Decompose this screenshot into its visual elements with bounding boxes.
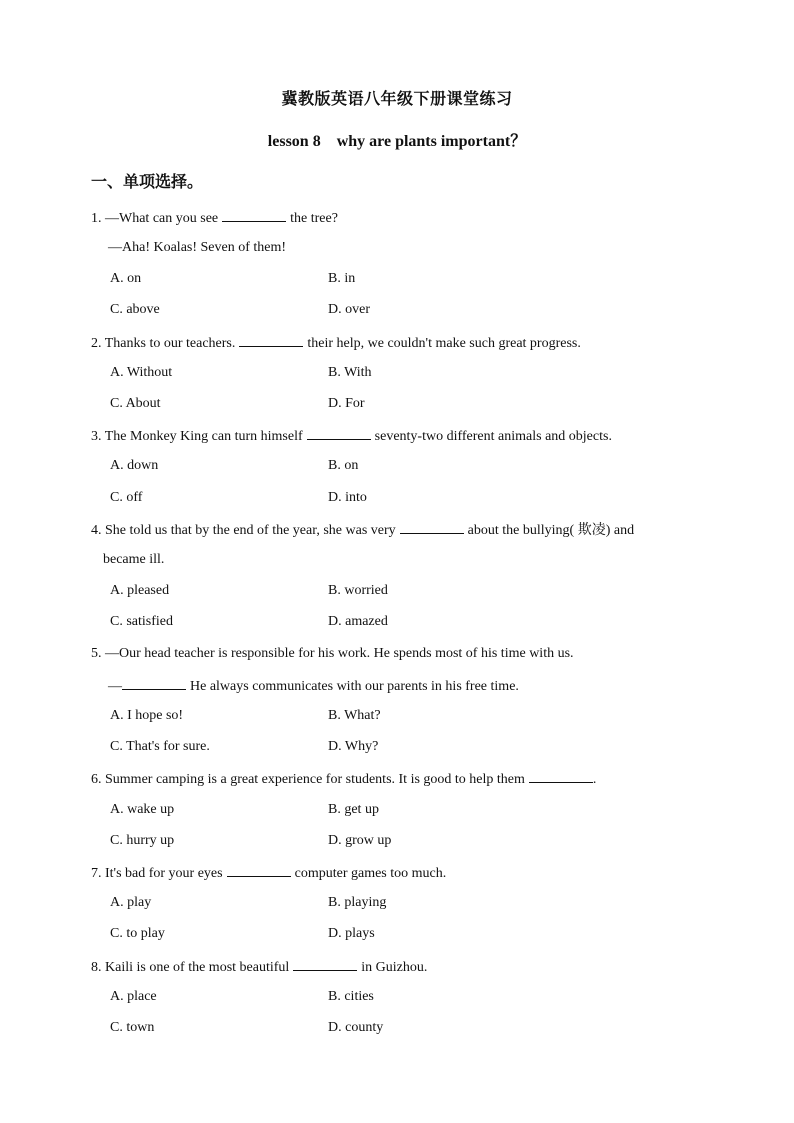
answer-blank: [222, 207, 286, 222]
question-1-stem: 1. —What can you see the tree?: [91, 207, 338, 229]
question-7-option-a: A. play: [110, 895, 152, 910]
question-5-option-b: B. What?: [328, 708, 381, 723]
question-7-option-b: B. playing: [328, 895, 387, 910]
question-8-option-d: D. county: [328, 1020, 384, 1035]
question-5-reply: — He always communicates with our parents in his free time.: [108, 675, 519, 697]
question-7-option-d: D. plays: [328, 926, 375, 941]
question-8-option-a: A. place: [110, 989, 157, 1004]
question-7-stem: 7. It's bad for your eyes computer games too much.: [91, 862, 446, 884]
question-3-option-d: D. into: [328, 490, 367, 505]
question-1-option-b: B. in: [328, 271, 356, 286]
lesson-subtitle: lesson 8 why are plants important？: [267, 133, 527, 150]
answer-blank: [307, 425, 371, 440]
question-4-stem-continued: became ill.: [103, 552, 165, 567]
page-title: 冀教版英语八年级下册课堂练习: [281, 89, 513, 108]
question-2-option-d: D. For: [328, 396, 365, 411]
question-1-option-a: A. on: [110, 271, 142, 286]
question-1-option-c: C. above: [110, 302, 160, 317]
answer-blank: [239, 332, 303, 347]
question-3-option-a: A. down: [110, 458, 159, 473]
question-5-option-a: A. I hope so!: [110, 708, 184, 723]
question-2-stem: 2. Thanks to our teachers. their help, we couldn't make such great progress.: [91, 332, 581, 354]
question-4-option-d: D. amazed: [328, 614, 388, 629]
answer-blank: [293, 956, 357, 971]
question-3-option-c: C. off: [110, 490, 143, 505]
question-5-stem: 5. —Our head teacher is responsible for his work. He spends most of his time with us.: [91, 646, 574, 661]
question-2-option-a: A. Without: [110, 365, 173, 380]
question-4-option-c: C. satisfied: [110, 614, 173, 629]
question-6-option-b: B. get up: [328, 802, 379, 817]
section-heading: 一、单项选择。: [91, 172, 204, 191]
question-3-stem: 3. The Monkey King can turn himself seventy-two different animals and objects.: [91, 425, 612, 447]
question-5-option-c: C. That's for sure.: [110, 739, 210, 754]
question-1-reply: —Aha! Koalas! Seven of them!: [108, 240, 287, 255]
question-8-option-b: B. cities: [328, 989, 374, 1004]
question-3-option-b: B. on: [328, 458, 359, 473]
answer-blank: [400, 519, 464, 534]
question-4-stem: 4. She told us that by the end of the year, she was very about the bullying( 欺凌) and: [91, 519, 634, 541]
answer-blank: [122, 675, 186, 690]
question-8-stem: 8. Kaili is one of the most beautiful in Guizhou.: [91, 956, 427, 978]
question-2-option-c: C. About: [110, 396, 161, 411]
question-4-option-a: A. pleased: [110, 583, 170, 598]
answer-blank: [227, 862, 291, 877]
question-7-option-c: C. to play: [110, 926, 165, 941]
question-2-option-b: B. With: [328, 365, 372, 380]
question-6-stem: 6. Summer camping is a great experience for students. It is good to help them .: [91, 768, 596, 790]
question-4-option-b: B. worried: [328, 583, 388, 598]
question-8-option-c: C. town: [110, 1020, 155, 1035]
question-6-option-a: A. wake up: [110, 802, 175, 817]
question-5-option-d: D. Why?: [328, 739, 379, 754]
question-1-option-d: D. over: [328, 302, 370, 317]
question-6-option-c: C. hurry up: [110, 833, 175, 848]
answer-blank: [529, 768, 593, 783]
question-6-option-d: D. grow up: [328, 833, 392, 848]
